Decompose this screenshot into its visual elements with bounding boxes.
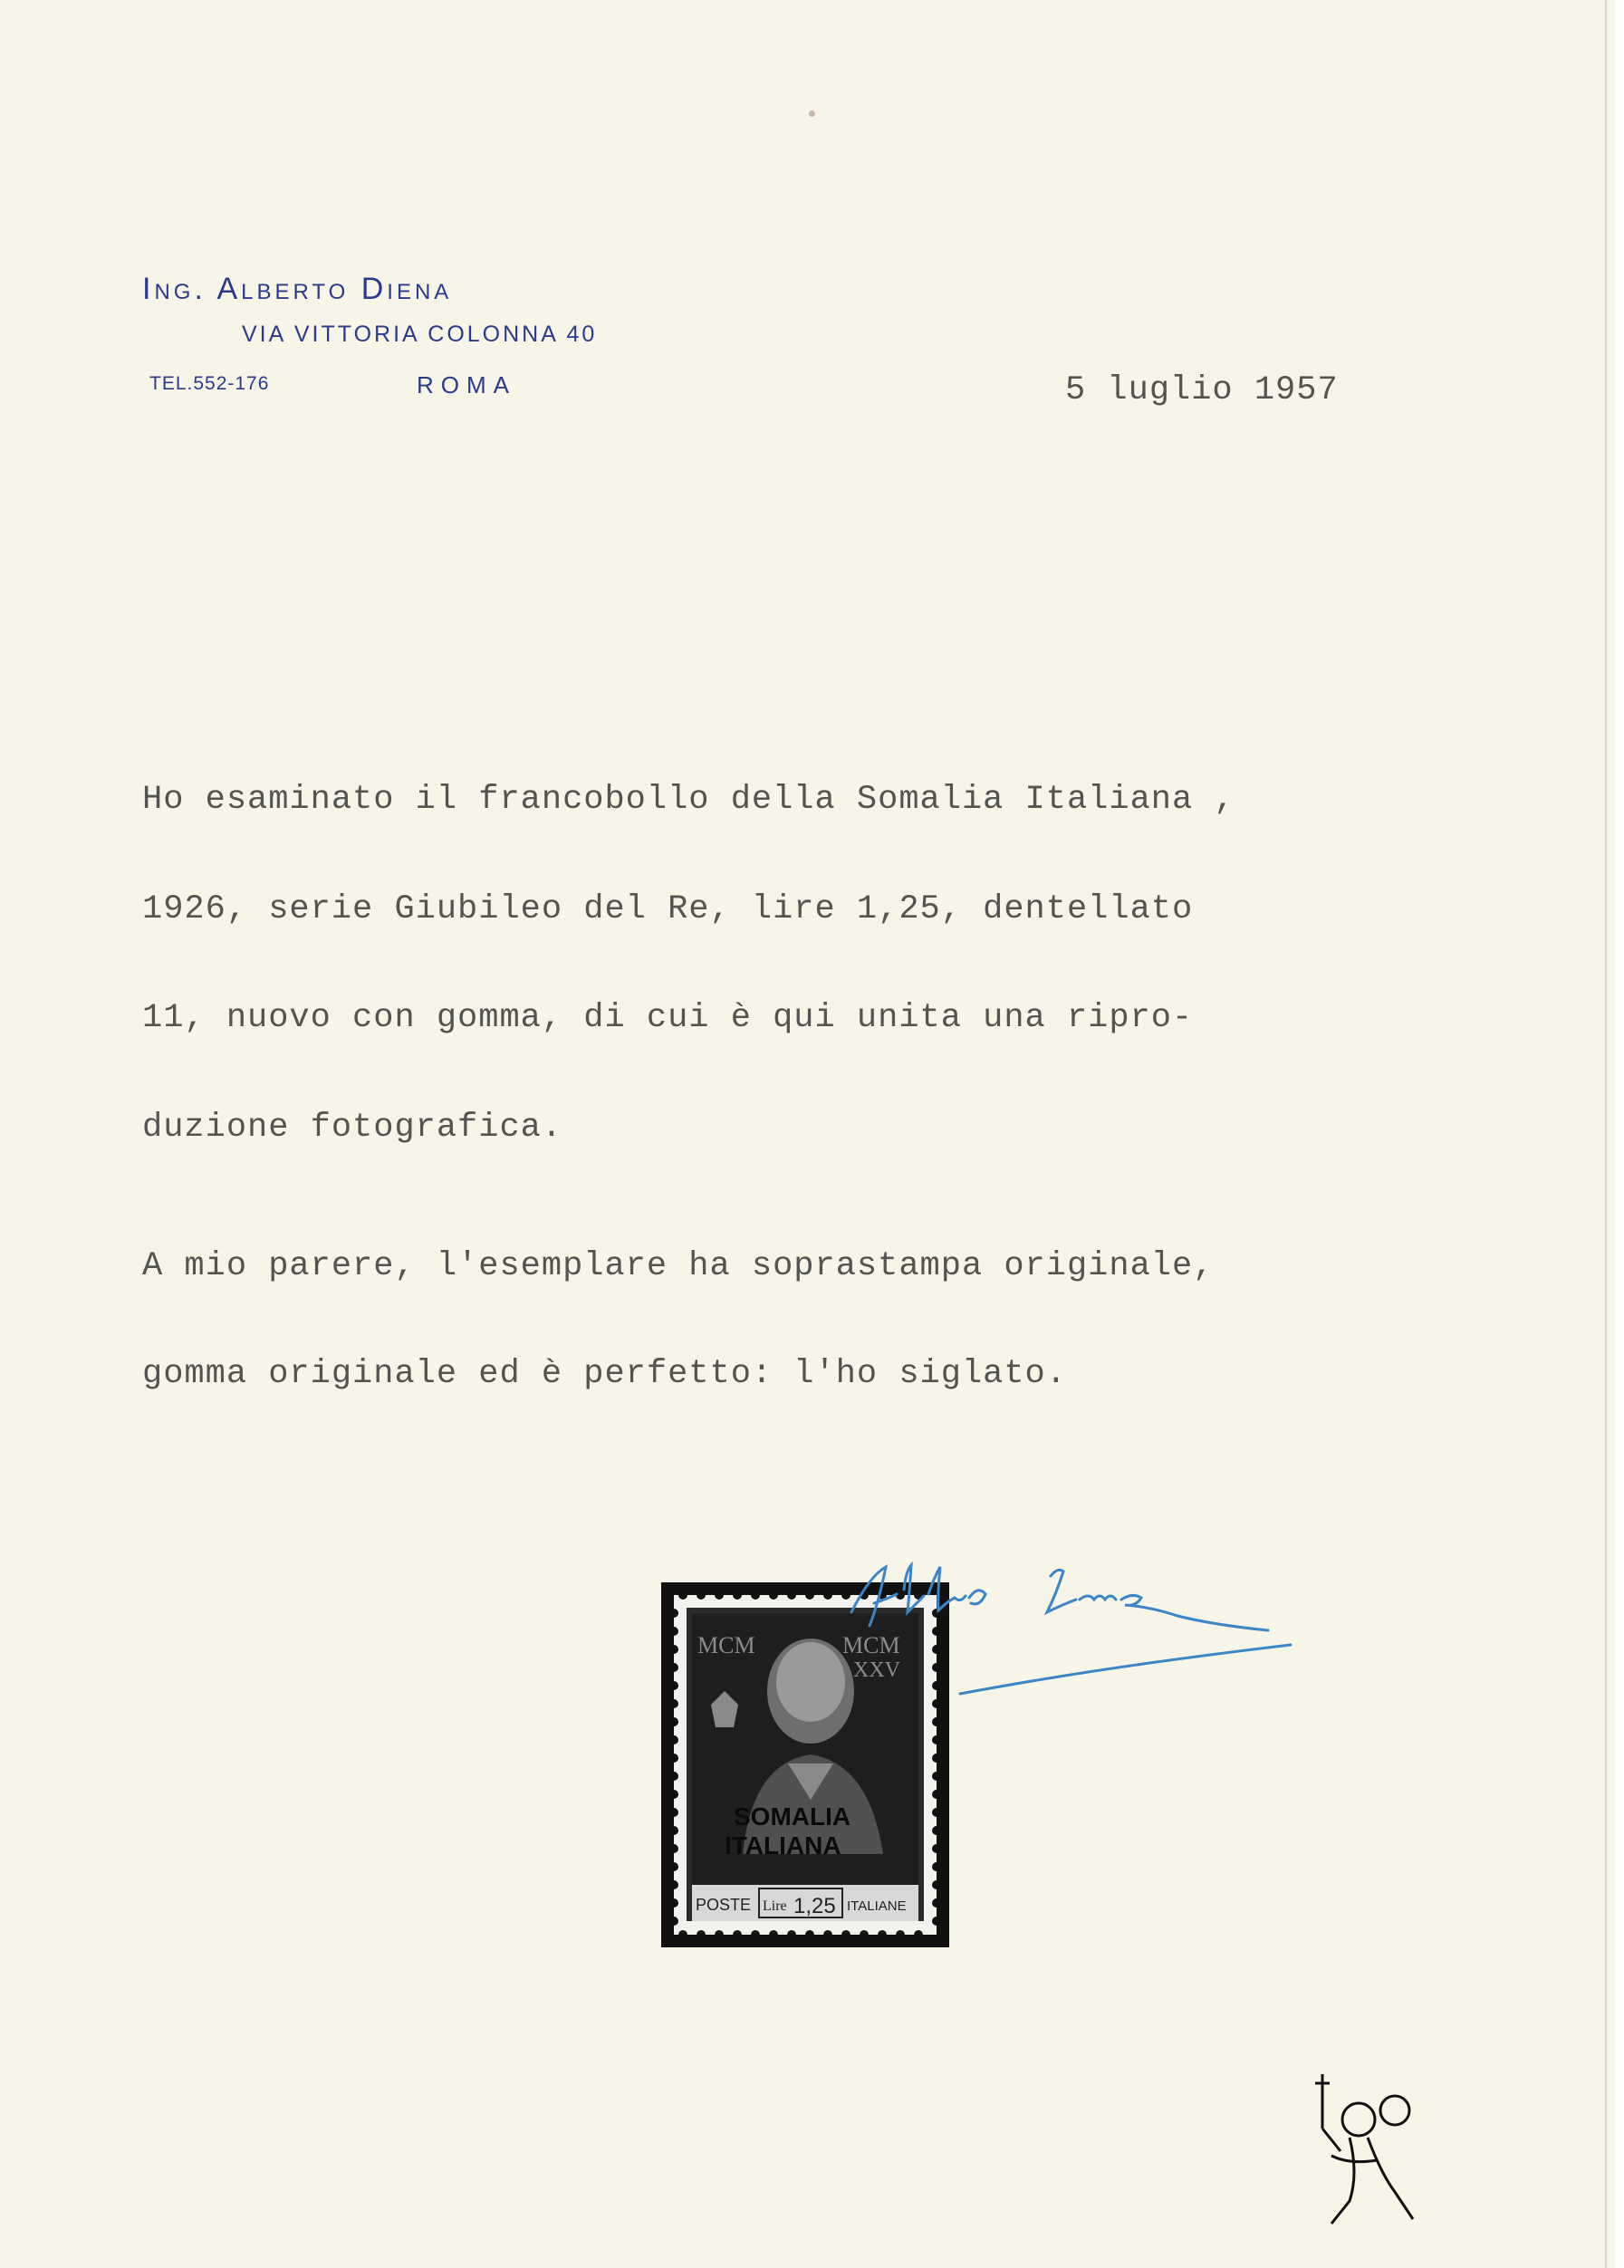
- stamp-bottom-right: ITALIANE: [847, 1898, 907, 1914]
- stamp-year-left: MCM: [697, 1632, 755, 1658]
- paper-edge: [1605, 0, 1607, 2268]
- stamp-overprint-1: SOMALIA: [734, 1802, 851, 1831]
- printer-mark-icon: [1295, 2065, 1440, 2246]
- body-line-1: Ho esaminato il francobollo della Somalia Italiana ,: [142, 781, 1235, 819]
- stamp-overprint-2: ITALIANA: [725, 1831, 841, 1860]
- body-line-3: 11, nuovo con gomma, di cui è qui unita una ripro-: [142, 999, 1194, 1037]
- body-line-4: duzione fotografica.: [142, 1109, 563, 1147]
- body-line-5: A mio parere, l'esemplare ha soprastampa originale,: [142, 1247, 1215, 1285]
- handwritten-signature: [833, 1540, 1341, 1721]
- letter-date: 5 luglio 1957: [1065, 371, 1339, 409]
- stamp-currency: Lire: [763, 1898, 787, 1914]
- letterhead-city: ROMA: [417, 371, 516, 399]
- stamp-bottom-left: POSTE: [696, 1896, 752, 1914]
- stamp-value: 1,25: [793, 1894, 836, 1918]
- paper-speck: [809, 111, 815, 117]
- letterhead-tel: TEL.552-176: [149, 373, 270, 394]
- body-line-2: 1926, serie Giubileo del Re, lire 1,25, dentellato: [142, 890, 1194, 928]
- stamp-year-right-2: XXV: [853, 1658, 900, 1682]
- letterhead-name: Ing. Alberto Diena: [142, 272, 453, 306]
- stamp-year-right-1: MCM: [842, 1632, 900, 1658]
- body-line-6: gomma originale ed è perfetto: l'ho siglato.: [142, 1355, 1067, 1393]
- letterhead-street: VIA VITTORIA COLONNA 40: [242, 322, 598, 347]
